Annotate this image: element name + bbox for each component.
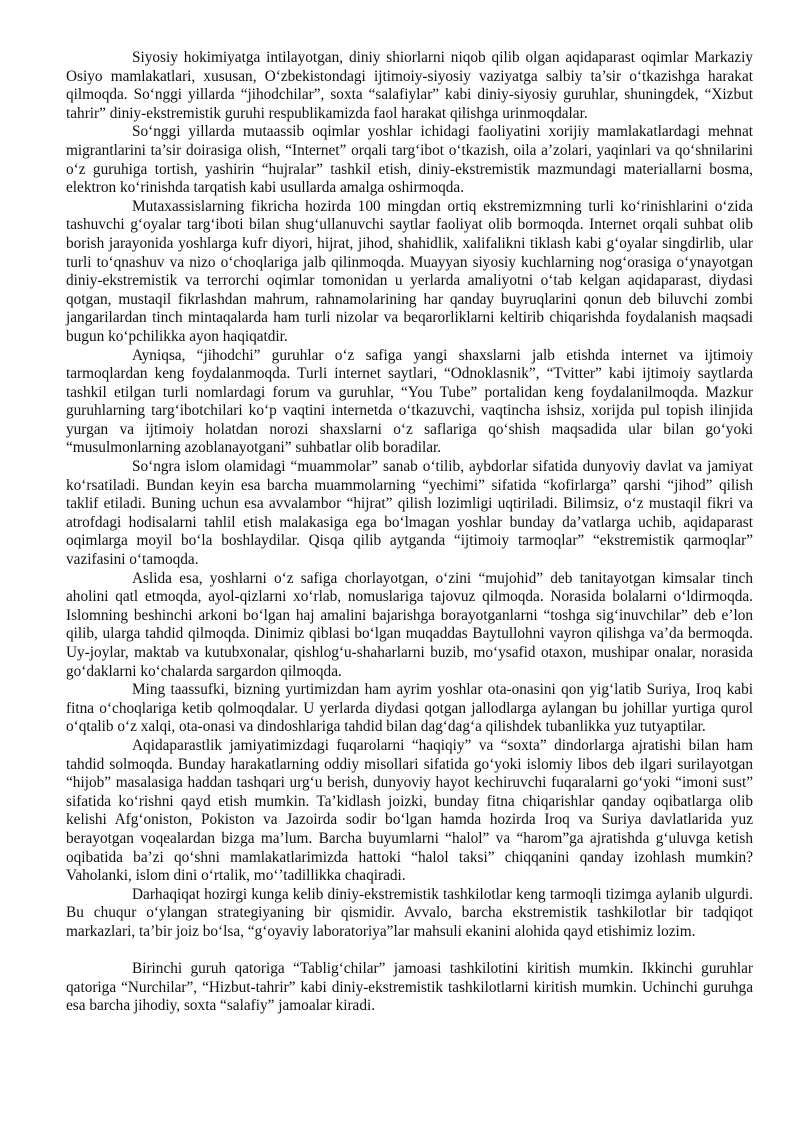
paragraph-9: Darhaqiqat hozirgi kunga kelib diniy-ekstremistik tashkilotlar keng tarmoqli tizimga aylanib ulgurdi. Bu chuqur o‘ylangan strategiyaning bir qismidir. Avvalo, barcha ekstremistik tashkilotlar bir tadqiqot markazlari, ta’bir joiz bo‘lsa, “g‘oyaviy laboratoriya”lar mahsuli ekanini alohida qayd etishimiz lozim. [66, 885, 753, 940]
paragraph-6: Aslida esa, yoshlarni o‘z safiga chorlayotgan, o‘zini “mujohid” deb tanitayotgan kimsalar tinch aholini qatl etmoqda, ayol-qizlarni xo‘rlab, nomuslariga tajovuz qilmoqda. Norasida bolalarni o‘ldirmoqda. Islomning beshinchi arkoni bo‘lgan haj amalini bajarishga borayotganlarni “toshga sig‘inuvchilar” deb e’lon qilib, ularga tahdid qilmoqda. Dinimiz qiblasi bo‘lgan muqaddas Baytullohni vayron qilishga va’da bermoqda. Uy-joylar, maktab va kutubxonalar, qishlog‘u-shaharlarni buzib, mo‘ysafid otaxon, mushipar onalar, norasida go‘daklarni ko‘chalarda sargardon qilmoqda. [66, 569, 753, 680]
paragraph-5: So‘ngra islom olamidagi “muammolar” sanab o‘tilib, aybdorlar sifatida dunyoviy davlat va jamiyat ko‘rsatiladi. Bundan keyin esa barcha muammolarning “yechimi” sifatida “kofirlarga” qarshi “jihod” qilish taklif etiladi. Buning uchun esa avvalambor “hijrat” qilish lozimligi uqtiriladi. Bilimsiz, o‘z mustaqil fikri va atrofdagi hodisalarni tahlil etish malakasiga ega bo‘lmagan yoshlar bunday da’vatlarga uchib, aqidaparast oqimlarga moyil bo‘la boshlaydilar. Qisqa qilib aytganda “ijtimoiy tarmoqlar” “ekstremistik qarmoqlar” vazifasini o‘tamoqda. [66, 458, 753, 569]
paragraph-3: Mutaxassislarning fikricha hozirda 100 mingdan ortiq ekstremizmning turli ko‘rinishlarini o‘zida tashuvchi g‘oyalar targ‘iboti bilan shug‘ullanuvchi saytlar faoliyat olib bormoqda. Internet orqali suhbat olib borish jarayonida yoshlarga kufr diyori, hijrat, jihod, shahidlik, xalifalikni tiklash kabi g‘oyalar singdirlib, ular turli to‘qnashuv va nizo o‘choqlariga jalb qilinmoqda. Muayyan siyosiy kuchlarning nog‘orasiga o‘ynayotgan diniy-ekstremistik va terrorchi oqimlar tomonidan u yerlarda amaliyotni o‘tab kelgan aqidaparast, diydasi qotgan, mustaqil fikrlashdan mahrum, rahnamolarining har qanday buyruqlarini qonun deb biluvchi zombi jangarilardan tinch mintaqalarda ham turli nizolar va beqarorliklarni keltirib chiqarishda foydalanish maqsadi bugun ko‘pchilikka ayon haqiqatdir. [66, 197, 753, 345]
paragraph-7: Ming taassufki, bizning yurtimizdan ham ayrim yoshlar ota-onasini qon yig‘latib Suriya, Iroq kabi fitna o‘choqlariga ketib qolmoqdalar. U yerlarda diydasi qotgan jallodlarga aylangan bu johillar yurtiga qurol o‘qtalib o‘z xalqi, ota-onasi va dindoshlariga tahdid bilan dag‘dag‘a qilishdek tubanlikka yuz tutyaptilar. [66, 681, 753, 736]
document-page [66, 49, 753, 1016]
paragraph-2: So‘nggi yillarda mutaassib oqimlar yoshlar ichidagi faoliyatini xorijiy mamlakatlardagi mehnat migrantlarini ta’sir doirasiga olish, “Internet” orqali targ‘ibot o‘tkazish, oila a’zolari, yaqinlari va qo‘shnilarini o‘z guruhiga tortish, yashirin “hujralar” tashkil etish, diniy-ekstremistik mazmundagi materiallarni bosma, elektron ko‘rinishda tarqatish kabi usullarda amalga oshirmoqda. [66, 123, 753, 197]
paragraph-10: Birinchi guruh qatoriga “Tablig‘chilar” jamoasi tashkilotini kiritish mumkin. Ikkinchi guruhlar qatoriga “Nurchilar”, “Hizbut-tahrir” kabi diniy-ekstremistik tashkilotlarni kiritish mumkin. Uchinchi guruhga esa barcha jihodiy, soxta “salafiy” jamoalar kiradi. [66, 960, 753, 1015]
paragraph-4: Ayniqsa, “jihodchi” guruhlar o‘z safiga yangi shaxslarni jalb etishda internet va ijtimoiy tarmoqlardan keng foydalanmoqda. Turli internet saytlari, “Odnoklasnik”, “Tvitter” kabi ijtimoiy saytlarda tashkil etilgan turli nomlardagi forum va guruhlar, “You Tube” portalidan keng foydalanilmoqda. Mazkur guruhlarning targ‘ibotchilari ko‘p vaqtini internetda o‘tkazuvchi, vaqtincha ishsiz, xorijda pul topish ilinjida yurgan va ijtimoiy holatdan norozi shaxslarni o‘z saflariga qo‘shish maqsadida ular bilan go‘yoki “musulmonlarning azoblanayotgani” suhbatlar olib boradilar. [66, 346, 753, 457]
paragraph-1: Siyosiy hokimiyatga intilayotgan, diniy shiorlarni niqob qilib olgan aqidaparast oqimlar Markaziy Osiyo mamlakatlari, xususan, O‘zbekistondagi ijtimoiy-siyosiy vaziyatga salbiy ta’sir o‘tkazishga harakat qilmoqda. So‘nggi yillarda “jihodchilar”, soxta “salafiylar” kabi diniy-siyosiy guruhlar, shuningdek, “Xizbut tahrir” diniy-ekstremistik guruhi respublikamizda faol harakat qilishga urinmoqdalar. [66, 49, 753, 122]
paragraph-8: Aqidaparastlik jamiyatimizdagi fuqarolarni “haqiqiy” va “soxta” dindorlarga ajratishi bilan ham tahdid solmoqda. Bunday harakatlarning oddiy misollari sifatida go‘yoki islomiy libos deb ilgari surilayotgan “hijob” masalasiga haddan tashqari urg‘u berish, dunyoviy hayot kechiruvchi fuqaralarni go‘yoki “imoni sust” sifatida ko‘rishni qayd etish mumkin. Ta’kidlash joizki, bunday fitna chiqarishlar qanday oqibatlarga olib kelishi Afg‘oniston, Pokiston va Jazoirda sodir bo‘lgan hamda hozirda Iroq va Suriya davlatlarida yuz berayotgan voqealardan bizga ma’lum. Barcha buyumlarni “halol” va “harom”ga ajratishda g‘uluvga ketish oqibatida ba’zi qo‘shni mamlakatlarimizda hattoki “halol taksi” chiqqanini qanday izohlash mumkin? Vaholanki, islom dini o‘rtalik, mo‘’tadillikka chaqiradi. [66, 736, 753, 885]
